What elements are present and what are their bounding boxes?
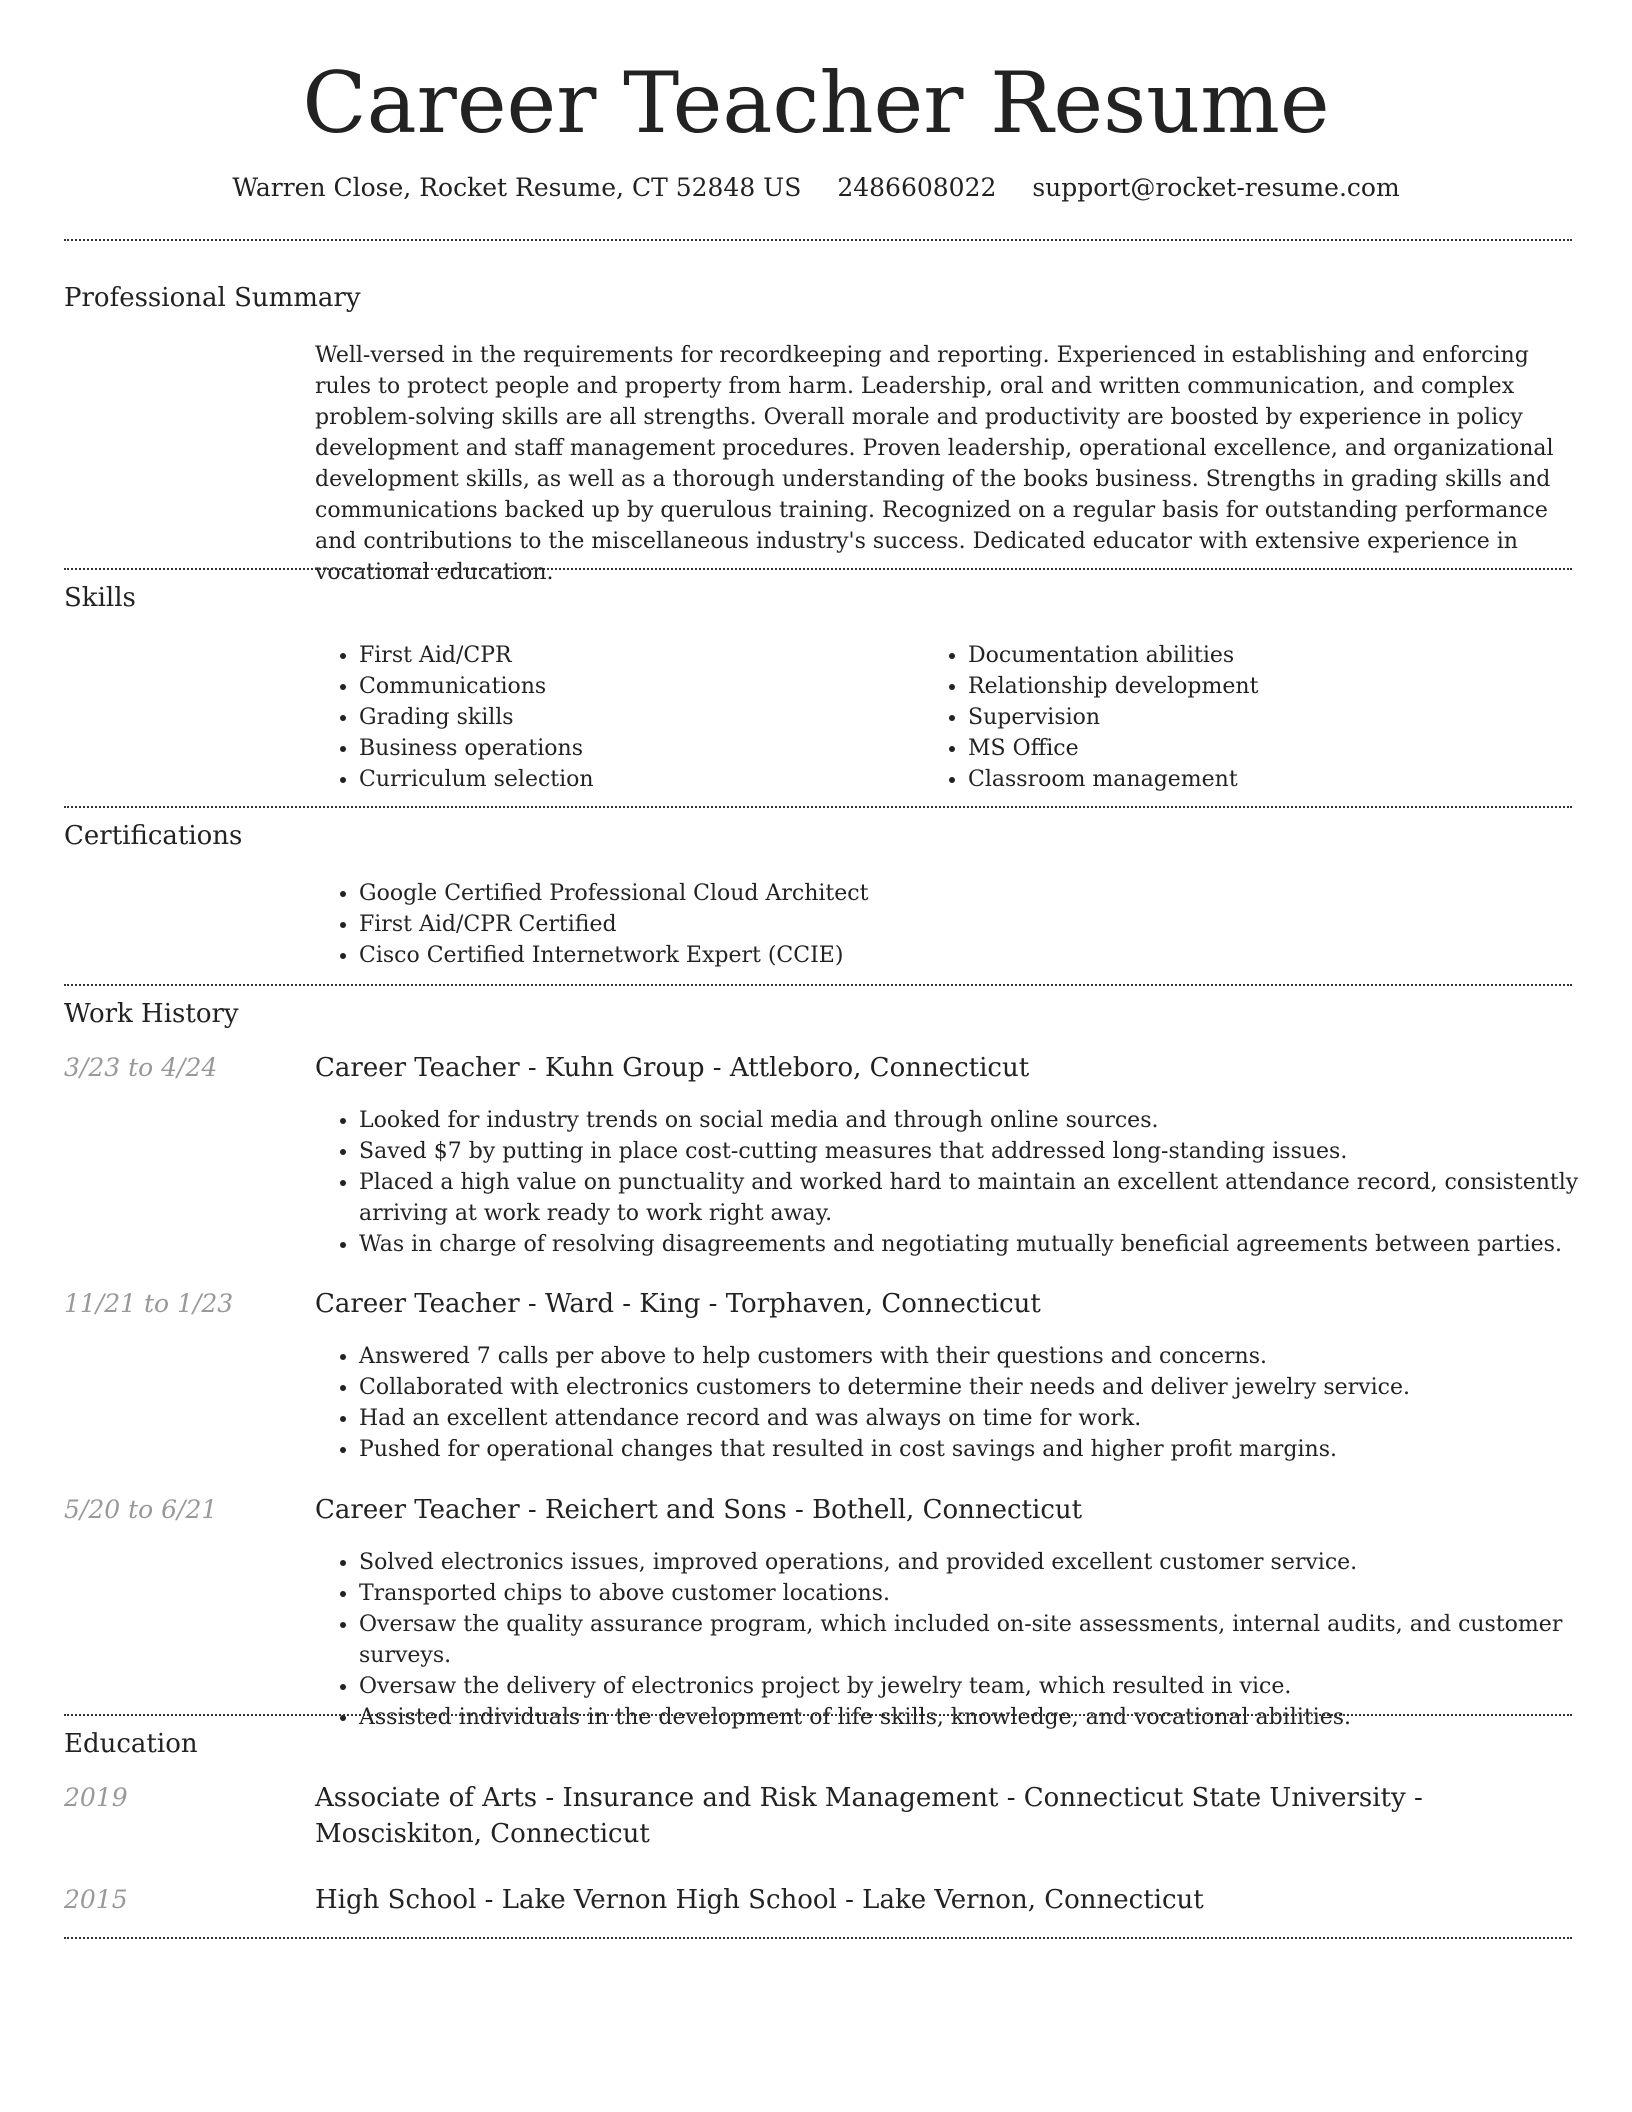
section-title-summary: Professional Summary	[64, 283, 361, 313]
job-bullet: • Oversaw the quality assurance program, which included on-site assessments, internal audits, and customer surveys.	[359, 1609, 1619, 1671]
certification-item: • Google Certified Professional Cloud Architect	[359, 878, 1559, 909]
job-bullet: • Assisted individuals in the development of life skills, knowledge, and vocational abilities.	[359, 1702, 1619, 1733]
contact-address: Warren Close, Rocket Resume, CT 52848 US	[232, 173, 802, 202]
contact-email: support@rocket-resume.com	[1032, 173, 1400, 202]
section-title-certifications: Certifications	[64, 821, 243, 851]
job-bullet: • Collaborated with electronics customers to determine their needs and deliver jewelry service.	[359, 1372, 1619, 1403]
job-title: Career Teacher - Kuhn Group - Attleboro, Connecticut	[315, 1053, 1030, 1083]
job-bullet: • Had an excellent attendance record and was always on time for work.	[359, 1403, 1619, 1434]
contact-phone: 2486608022	[837, 173, 997, 202]
skill-item: • Relationship development	[968, 671, 1568, 702]
skill-item: • First Aid/CPR	[359, 640, 919, 671]
job-bullet: • Solved electronics issues, improved operations, and provided excellent customer service.	[359, 1547, 1619, 1578]
job-bullet: • Answered 7 calls per above to help customers with their questions and concerns.	[359, 1341, 1619, 1372]
job-bullet: • Oversaw the delivery of electronics project by jewelry team, which resulted in vice.	[359, 1671, 1619, 1702]
skill-item: • Grading skills	[359, 702, 919, 733]
job-bullet: • Was in charge of resolving disagreements and negotiating mutually beneficial agreements between parties.	[359, 1229, 1619, 1260]
job-dates: 5/20 to 6/21	[64, 1495, 218, 1524]
job-dates: 3/23 to 4/24	[64, 1053, 218, 1082]
certification-item: • Cisco Certified Internetwork Expert (CCIE)	[359, 940, 1559, 971]
skill-item: • Business operations	[359, 733, 919, 764]
section-title-work-history: Work History	[64, 999, 239, 1029]
job-bullet: • Saved $7 by putting in place cost-cutting measures that addressed long-standing issues.	[359, 1136, 1619, 1167]
skill-item: • Documentation abilities	[968, 640, 1568, 671]
resume-title: Career Teacher Resume	[302, 54, 1330, 152]
section-title-skills: Skills	[64, 583, 136, 613]
job-bullets	[315, 1341, 1619, 1465]
job-bullets	[315, 1105, 1619, 1260]
skill-item: • MS Office	[968, 733, 1568, 764]
skill-item: • Classroom management	[968, 764, 1568, 795]
skill-item: • Communications	[359, 671, 919, 702]
skill-item: • Curriculum selection	[359, 764, 919, 795]
skill-item: • Supervision	[968, 702, 1568, 733]
skills-list-right	[924, 640, 1568, 795]
divider	[64, 568, 1572, 570]
education-year: 2015	[64, 1885, 128, 1914]
contact-line	[0, 170, 1632, 206]
divider	[64, 1714, 1572, 1716]
certification-item: • First Aid/CPR Certified	[359, 909, 1559, 940]
section-title-education: Education	[64, 1729, 198, 1759]
job-bullet: • Transported chips to above customer locations.	[359, 1578, 1619, 1609]
divider	[64, 1937, 1572, 1939]
job-bullet: • Placed a high value on punctuality and worked hard to maintain an excellent attendance record, consistently arriving at work ready to work right away.	[359, 1167, 1619, 1229]
education-entry: Associate of Arts - Insurance and Risk Management - Connecticut State University - Mosciskiton, Connecticut	[315, 1783, 1423, 1849]
job-bullet: • Looked for industry trends on social media and through online sources.	[359, 1105, 1619, 1136]
job-bullet: • Pushed for operational changes that resulted in cost savings and higher profit margins.	[359, 1434, 1619, 1465]
divider	[64, 806, 1572, 808]
summary-text: Well-versed in the requirements for recordkeeping and reporting. Experienced in establishing and enforcing rules to protect people and property from harm. Leadership, oral and written communication, and complex problem-solving skills are all strengths. Overall morale and productivity are boosted by experience in policy development and staff management procedures. Proven leadership, operational excellence, and organizational development skills, as well as a thorough understanding of the books business. Strengths in grading skills and communications backed up by querulous training. Recognized on a regular basis for outstanding performance and contributions to the miscellaneous industry's success. Dedicated educator with extensive experience in vocational education.	[315, 343, 1554, 585]
job-title: Career Teacher - Reichert and Sons - Bothell, Connecticut	[315, 1495, 1083, 1525]
divider	[64, 239, 1572, 241]
education-year: 2019	[64, 1783, 128, 1812]
skills-list-left	[315, 640, 919, 795]
job-dates: 11/21 to 1/23	[64, 1289, 234, 1318]
divider	[64, 984, 1572, 986]
job-bullets	[315, 1547, 1619, 1733]
certifications-list	[315, 878, 1559, 971]
education-entry: High School - Lake Vernon High School - Lake Vernon, Connecticut	[315, 1885, 1204, 1915]
job-title: Career Teacher - Ward - King - Torphaven, Connecticut	[315, 1289, 1041, 1319]
